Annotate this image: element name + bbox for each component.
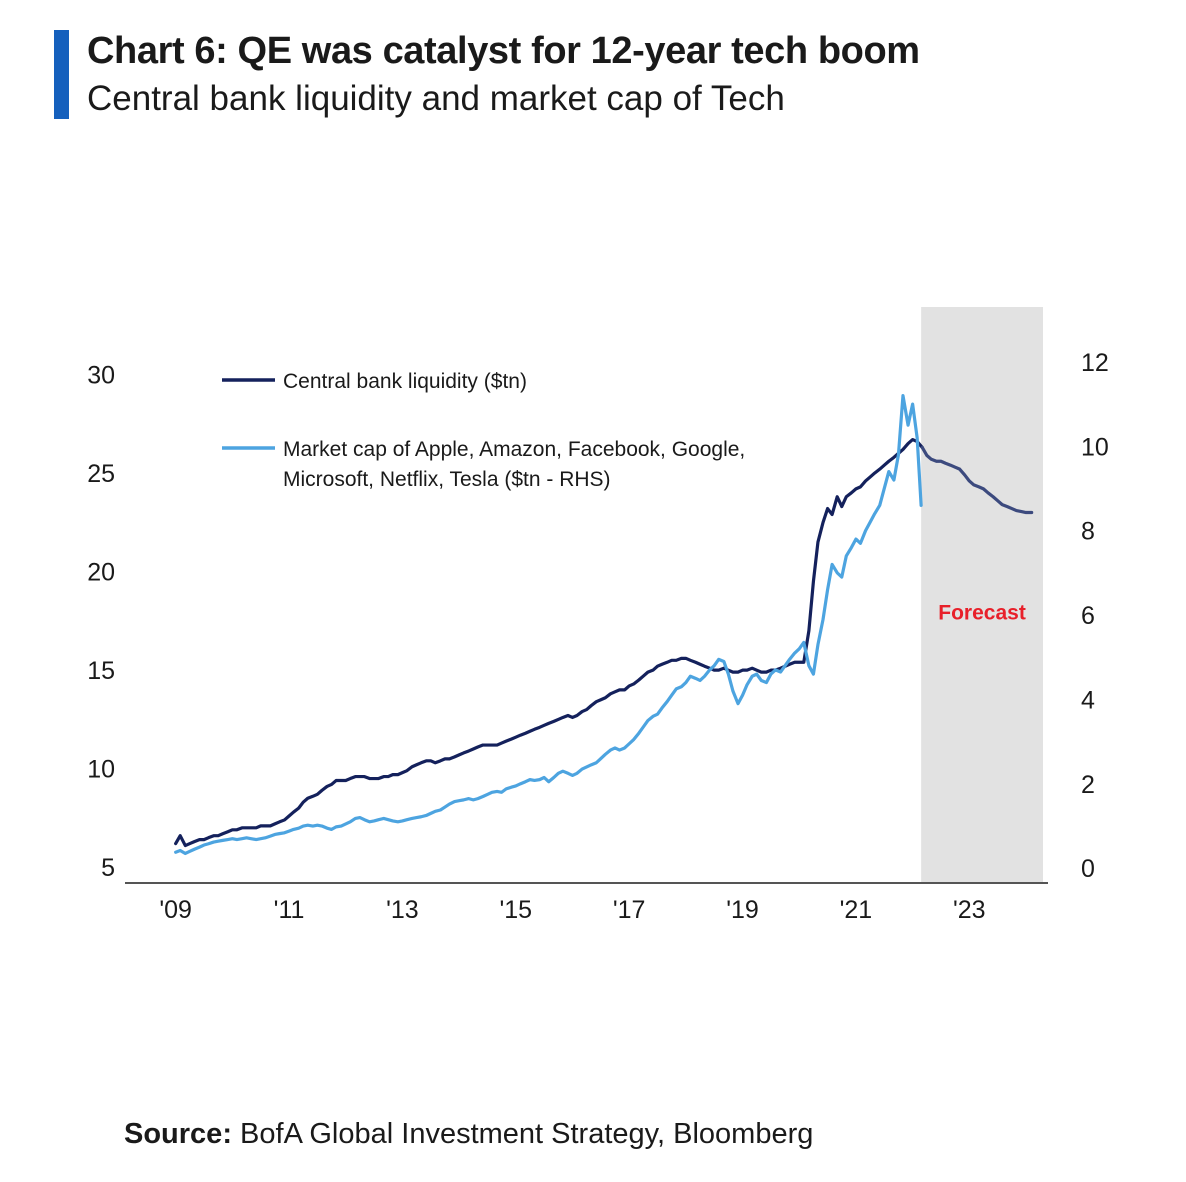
svg-text:20: 20 (87, 558, 115, 587)
svg-text:'17: '17 (612, 896, 646, 924)
svg-text:5: 5 (101, 854, 115, 883)
svg-text:0: 0 (1081, 855, 1095, 884)
chart-annotations (938, 601, 1026, 624)
source-label: Source: (124, 1118, 232, 1150)
series-lines (176, 396, 1032, 854)
forecast-band (921, 307, 1043, 883)
svg-text:'13: '13 (386, 896, 419, 924)
page-subtitle: Central bank liquidity and market cap of Tech (87, 78, 785, 118)
svg-text:'19: '19 (726, 896, 759, 924)
header-text-group (87, 30, 920, 119)
svg-text:8: 8 (1081, 517, 1095, 546)
header-accent-bar (54, 30, 69, 119)
svg-text:'21: '21 (839, 896, 873, 924)
source-text: BofA Global Investment Strategy, Bloomberg (240, 1118, 814, 1150)
svg-text:6: 6 (1081, 602, 1095, 631)
svg-text:12: 12 (1081, 348, 1109, 377)
svg-text:10: 10 (87, 755, 115, 784)
chart-legend (222, 370, 745, 491)
svg-text:Central bank liquidity ($tn): Central bank liquidity ($tn) (283, 370, 527, 393)
svg-text:'11: '11 (273, 896, 305, 924)
svg-text:'15: '15 (499, 896, 533, 924)
chart-header (54, 30, 920, 119)
svg-text:'09: '09 (159, 896, 192, 924)
svg-text:15: 15 (87, 657, 115, 686)
svg-text:Forecast: Forecast (938, 601, 1026, 625)
page-title: Chart 6: QE was catalyst for 12-year tech boom (87, 30, 920, 72)
svg-text:'23: '23 (953, 896, 986, 924)
svg-text:10: 10 (1081, 433, 1109, 462)
svg-text:4: 4 (1081, 686, 1095, 715)
line-chart (0, 300, 1186, 940)
svg-text:Microsoft, Netflix, Tesla ($tn: Microsoft, Netflix, Tesla ($tn - RHS) (283, 468, 611, 491)
chart-plot-area (0, 300, 1186, 940)
svg-text:25: 25 (87, 460, 115, 489)
svg-text:30: 30 (87, 361, 115, 390)
svg-text:Market cap of Apple, Amazon, F: Market cap of Apple, Amazon, Facebook, Google, (283, 438, 746, 461)
svg-text:2: 2 (1081, 770, 1095, 799)
source-note (124, 1118, 813, 1151)
